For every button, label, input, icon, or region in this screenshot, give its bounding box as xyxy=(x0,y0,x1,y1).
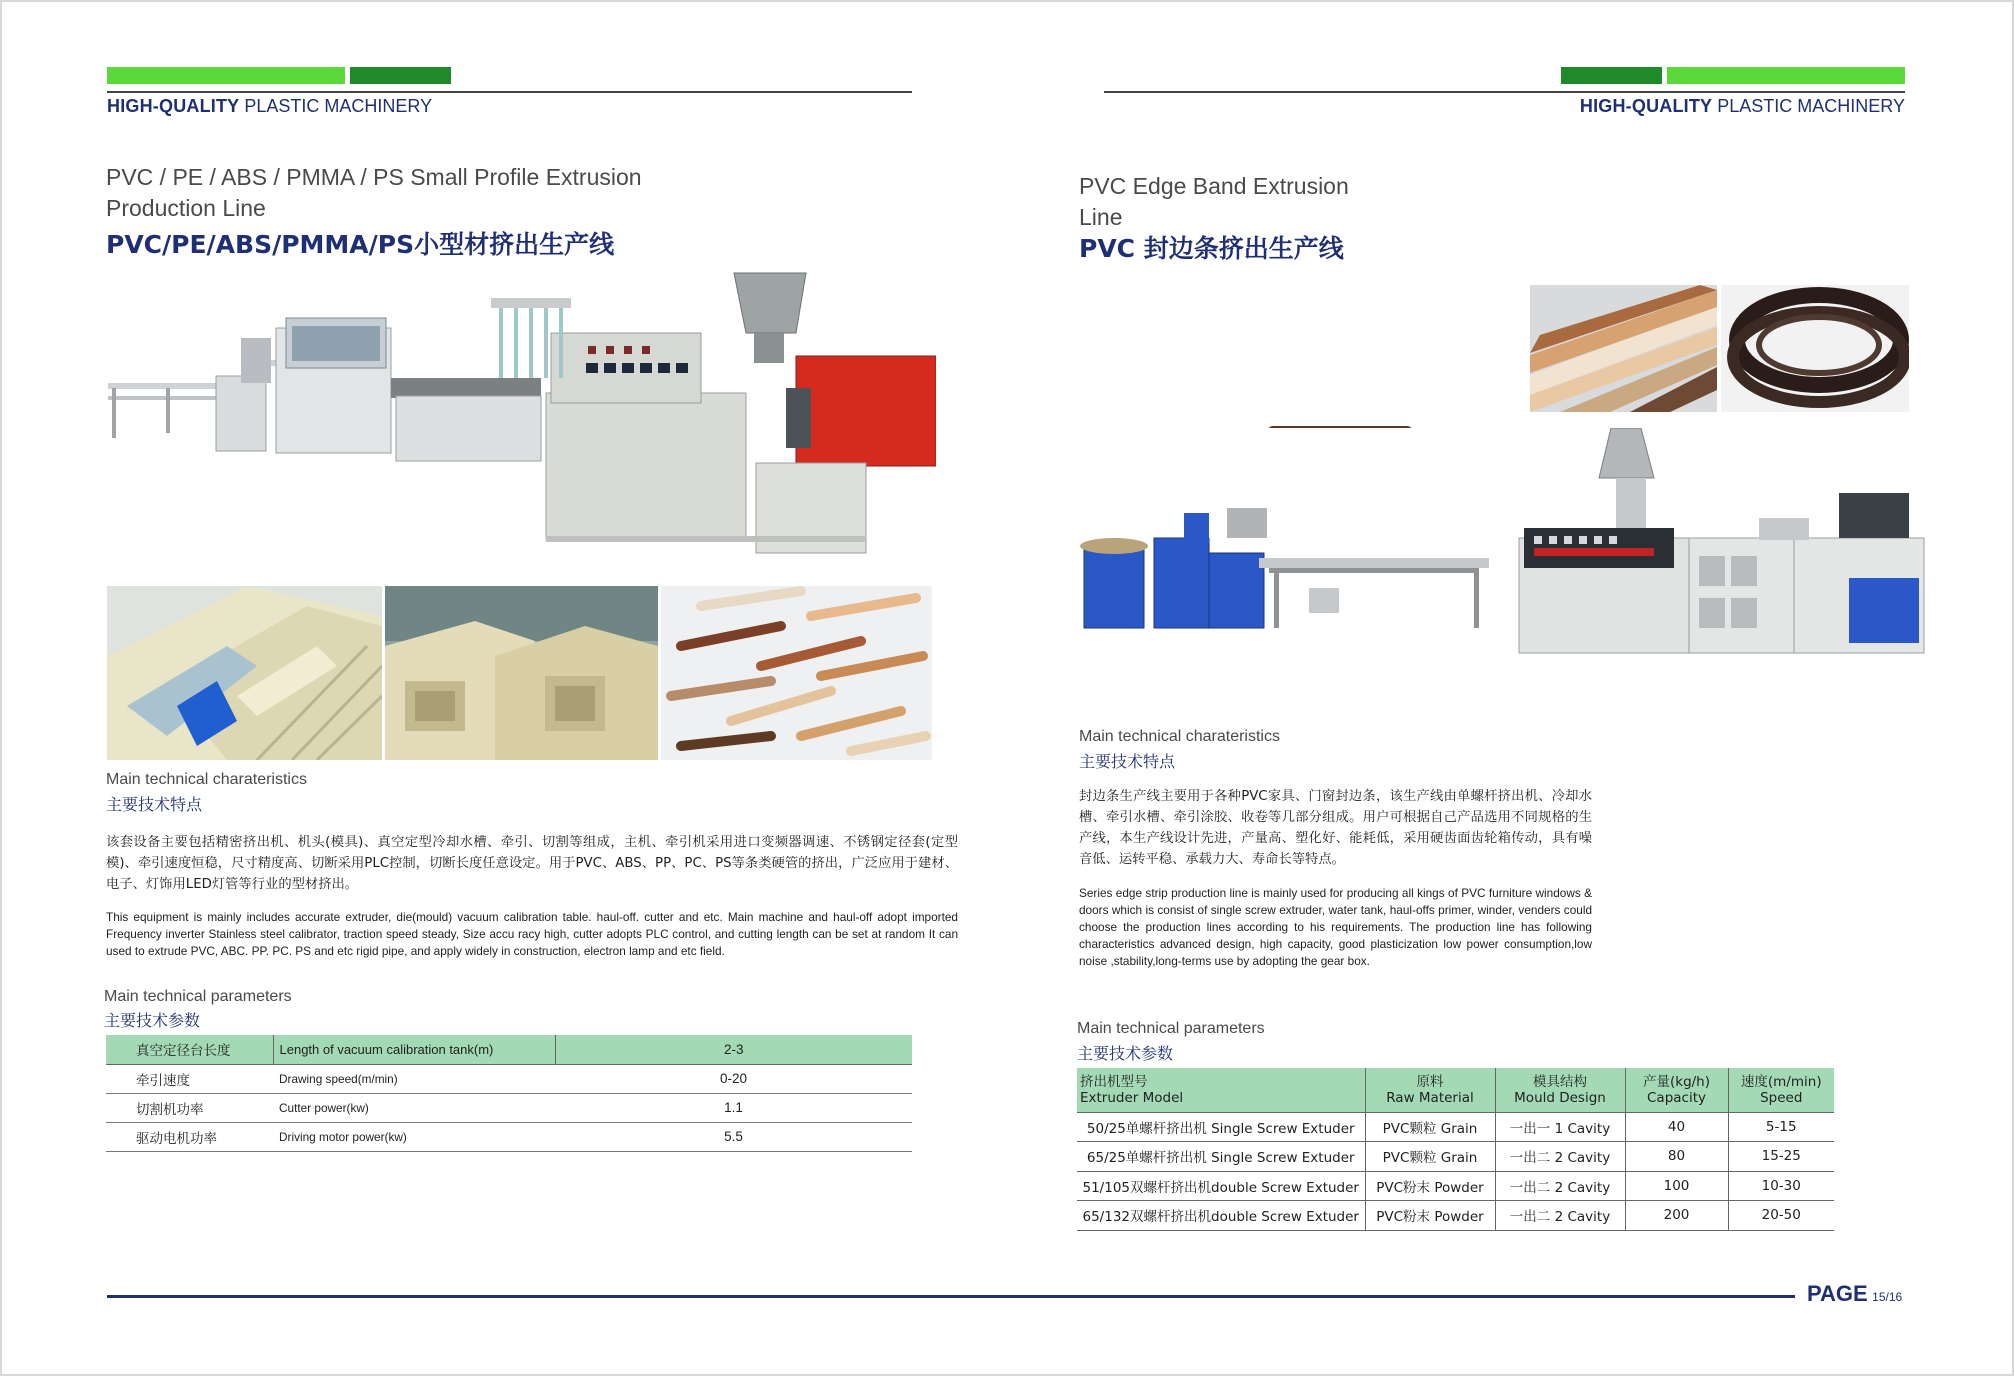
description-zh: 封边条生产线主要用于各种PVC家具、门窗封边条，该生产线由单螺杆挤出机、冷却水槽、牵引水槽、牵引涂胶、收卷等几部分组成。用户可根据自己产品选用不同规格的生产线，本生产线设计先进，产量高、塑化好、能耗低，采用硬齿面齿轮箱传动，具有噪音低、运转平稳、承载力大、寿命长等特点。 xyxy=(1079,789,1592,867)
right-page xyxy=(1007,0,2014,1376)
description-zh: 该套设备主要包括精密挤出机、机头(模具)、真空定型冷却水槽、牵引、切割等组成，主机、牵引机采用进口变频器调速、不锈钢定径套(定型模)、牵引速度恒稳，尺寸精度高、切断采用PLC控制，切断长度任意设定。用于PVC、ABS、PP、PC、PS等条类硬管的挤出，广泛应用于建材、电子、灯饰用LED灯管等行业的型材挤出。 xyxy=(106,835,958,892)
param-name-en: Cutter power(kw) xyxy=(273,1093,555,1122)
cell-model: 50/25单螺杆挤出机 Single Screw Extuder xyxy=(1077,1112,1365,1142)
header-en: Extruder Model xyxy=(1080,1089,1184,1106)
features-heading-zh: 主要技术特点 xyxy=(106,795,203,814)
header-en: Mould Design xyxy=(1514,1089,1606,1106)
param-name-zh: 切割机功率 xyxy=(106,1093,273,1122)
features-heading-zh: 主要技术特点 xyxy=(1079,752,1176,771)
edge-band-swatches-photo xyxy=(1530,285,1717,412)
cell-model: 65/132双螺杆挤出机double Screw Extuder xyxy=(1077,1201,1365,1231)
table-row xyxy=(106,1093,912,1122)
description-en: Series edge strip production line is mainly used for producing all kings of PVC furniture windows & doors which is consist of single screw extruder, water tank, haul-offs primer, winder, venders could choose the production lines according to his requirements. The production line has following characteristics advanced design, high capacity, good plasticization low power consumption,low noise ,stability,long-terms use by adopting the gear box. xyxy=(1079,886,1592,968)
extrusion-line-photo xyxy=(106,268,936,568)
cell-mould: 一出二 2 Cavity xyxy=(1495,1201,1625,1231)
table-header-row xyxy=(1077,1068,1834,1112)
header-rule xyxy=(1104,91,1905,93)
page-label: PAGE xyxy=(1807,1281,1868,1306)
params-heading-en: Main technical parameters xyxy=(104,988,292,1005)
cell-mould: 一出二 2 Cavity xyxy=(1495,1142,1625,1172)
table-row xyxy=(106,1122,912,1151)
cell-mould: 一出二 2 Cavity xyxy=(1495,1171,1625,1201)
brand-bold: HIGH-QUALITY xyxy=(107,96,240,116)
features-heading-en: Main technical charateristics xyxy=(106,771,307,788)
cell-material: PVC粉末 Powder xyxy=(1365,1171,1495,1201)
header-en: Raw Material xyxy=(1386,1089,1474,1106)
cell-mould: 一出一 1 Cavity xyxy=(1495,1112,1625,1142)
edge-band-line-photo xyxy=(1079,428,1925,718)
cell-speed: 15-25 xyxy=(1728,1142,1834,1172)
title-zh: PVC 封边条挤出生产线 xyxy=(1079,234,1344,263)
header-accent-bar-light xyxy=(1667,67,1905,84)
table-row xyxy=(106,1035,912,1064)
header-rule xyxy=(107,91,912,93)
param-name-en: Driving motor power(kw) xyxy=(273,1122,555,1151)
header-zh: 速度(m/min) xyxy=(1740,1073,1822,1090)
header-speed xyxy=(1728,1068,1834,1112)
param-name-zh: 真空定径台长度 xyxy=(106,1035,273,1064)
cell-speed: 5-15 xyxy=(1728,1112,1834,1142)
edge-band-coil-photo xyxy=(1721,285,1909,412)
header-zh: 原料 xyxy=(1416,1073,1444,1090)
cell-material: PVC颗粒 Grain xyxy=(1365,1112,1495,1142)
params-heading-zh: 主要技术参数 xyxy=(1077,1044,1174,1063)
description-en: This equipment is mainly includes accurate extruder, die(mould) vacuum calibration table. haul-off. cutter and etc. Main machine and haul-off adopt imported Frequency inverter Stainless steel calibrator, traction speed steady, Size accu racy high, cutter adopts PLC control, and cutting length can be set at random It can used to extrude PVC, ABC. PP. PC. PS and etc rigid pipe, and apply widely in construction, electron lamp and etc field. xyxy=(106,910,958,958)
title-zh: PVC/PE/ABS/PMMA/PS小型材挤出生产线 xyxy=(106,230,615,259)
cell-speed: 20-50 xyxy=(1728,1201,1834,1231)
footer-rule xyxy=(107,1295,1007,1298)
beige-profiles-photo xyxy=(385,586,658,760)
header-zh: 模具结构 xyxy=(1533,1073,1587,1090)
header-en: Capacity xyxy=(1647,1089,1706,1106)
table-row xyxy=(1077,1171,1834,1201)
cell-material: PVC颗粒 Grain xyxy=(1365,1142,1495,1172)
table-row xyxy=(106,1064,912,1093)
cell-capacity: 200 xyxy=(1625,1201,1728,1231)
brand-label xyxy=(107,96,432,117)
table-row xyxy=(1077,1201,1834,1231)
header-zh: 挤出机型号 xyxy=(1080,1073,1148,1090)
params-heading-en: Main technical parameters xyxy=(1077,1020,1265,1037)
header-extruder-model xyxy=(1077,1068,1365,1112)
header-mould-design xyxy=(1495,1068,1625,1112)
param-value: 5.5 xyxy=(555,1122,912,1151)
param-name-zh: 牵引速度 xyxy=(106,1064,273,1093)
cell-model: 65/25单螺杆挤出机 Single Screw Extuder xyxy=(1077,1142,1365,1172)
brand-label xyxy=(1580,96,1905,117)
page-num: 15/16 xyxy=(1872,1290,1903,1304)
cell-material: PVC粉末 Powder xyxy=(1365,1201,1495,1231)
params-table xyxy=(106,1035,912,1152)
edge-strip-pieces-photo xyxy=(661,586,932,760)
header-capacity xyxy=(1625,1068,1728,1112)
table-row xyxy=(1077,1142,1834,1172)
param-value: 0-20 xyxy=(555,1064,912,1093)
param-name-en: Drawing speed(m/min) xyxy=(273,1064,555,1093)
cell-capacity: 100 xyxy=(1625,1171,1728,1201)
title-en-line2: Production Line xyxy=(106,195,266,221)
features-heading-en: Main technical charateristics xyxy=(1079,728,1280,745)
extruder-spec-table xyxy=(1077,1068,1834,1231)
param-name-zh: 驱动电机功率 xyxy=(106,1122,273,1151)
cell-capacity: 40 xyxy=(1625,1112,1728,1142)
param-name-en: Length of vacuum calibration tank(m) xyxy=(273,1035,555,1064)
brand-light: PLASTIC MACHINERY xyxy=(244,96,433,116)
params-heading-zh: 主要技术参数 xyxy=(104,1011,201,1030)
header-accent-bar-light xyxy=(107,67,345,84)
table-row xyxy=(1077,1112,1834,1142)
title-en-line1: PVC Edge Band Extrusion xyxy=(1079,173,1349,199)
param-value: 1.1 xyxy=(555,1093,912,1122)
header-accent-bar-dark xyxy=(1561,67,1662,84)
page-number xyxy=(1807,1281,1902,1307)
title-en-line2: Line xyxy=(1079,204,1123,230)
brand-bold: HIGH-QUALITY xyxy=(1579,96,1713,116)
header-en: Speed xyxy=(1760,1089,1803,1106)
title-en-line1: PVC / PE / ABS / PMMA / PS Small Profile Extrusion xyxy=(106,164,642,190)
footer-rule xyxy=(1007,1295,1795,1298)
cable-trunking-profiles-photo xyxy=(107,586,382,760)
cell-model: 51/105双螺杆挤出机double Screw Extuder xyxy=(1077,1171,1365,1201)
param-value: 2-3 xyxy=(555,1035,912,1064)
header-raw-material xyxy=(1365,1068,1495,1112)
brand-light: PLASTIC MACHINERY xyxy=(1717,96,1905,116)
header-zh: 产量(kg/h) xyxy=(1642,1073,1711,1090)
header-accent-bar-dark xyxy=(350,67,451,84)
cell-capacity: 80 xyxy=(1625,1142,1728,1172)
cell-speed: 10-30 xyxy=(1728,1171,1834,1201)
